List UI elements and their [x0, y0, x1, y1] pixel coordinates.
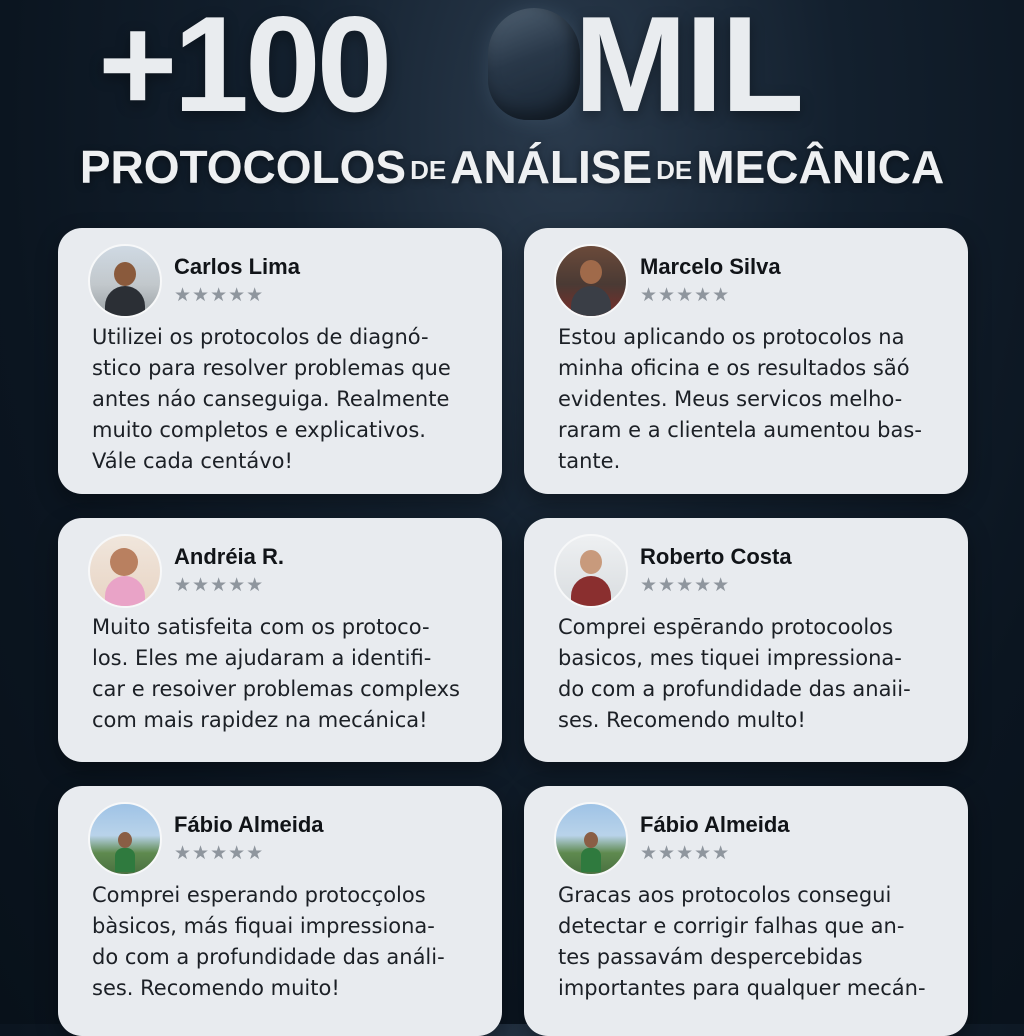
review-card	[524, 786, 968, 1036]
reviewer-name: Fábio Almeida	[640, 812, 790, 837]
review-text: Gracas aos protocolos consegui detectar e corrigir falhas que an- tes passavám despercebidas importantes para qualquer mecán-	[558, 883, 926, 1000]
avatar	[88, 534, 162, 608]
review-card	[58, 786, 502, 1036]
star-rating-icon: ★★★★★	[174, 284, 265, 306]
subtitle-word-mecanica: MECÂNICA	[696, 141, 945, 193]
hero-header	[0, 0, 1024, 200]
star-rating-icon: ★★★★★	[640, 284, 731, 306]
headline-number	[0, 0, 1024, 140]
reviewer-name: Andréia R.	[174, 544, 285, 569]
review-text: Estou aplicando os protocolos na minha oficina e os resultados sãó evidentes. Meus servicos melho- raram e a clientela aumentou bas- tante.	[558, 325, 922, 473]
review-text: Muito satisfeita com os protoco- los. Eles me ajudaram a identifi- car e resoiver problemas complexs com mais rapidez na mecánica!	[92, 615, 461, 732]
subtitle-word-analise: ANÁLISE	[450, 141, 653, 193]
subtitle-word-protocolos: PROTOCOLOS	[79, 141, 407, 193]
review-text: Utilizei os protocolos de diagnó- stico para resolver problemas que antes náo canseguiga. Realmente muito completos e explicativos. Vále cada centávo!	[92, 325, 451, 473]
subtitle-de: DE	[656, 155, 693, 185]
review-text: Comprei espērando protocoolos basicos, mes tiquei impressiona- do com a profundidade das anaii- ses. Recomendo multo!	[558, 615, 911, 732]
review-card	[524, 518, 968, 762]
avatar	[554, 802, 628, 876]
review-card	[524, 228, 968, 494]
avatar	[88, 802, 162, 876]
reviewer-name: Marcelo Silva	[640, 254, 781, 279]
star-rating-icon: ★★★★★	[174, 842, 265, 864]
avatar	[88, 244, 162, 318]
reviewer-name: Roberto Costa	[640, 544, 792, 569]
star-rating-icon: ★★★★★	[640, 842, 731, 864]
reviewer-name: Fábio Almeida	[174, 812, 324, 837]
headline-subtitle	[0, 140, 1024, 194]
subtitle-de: DE	[410, 155, 447, 185]
star-rating-icon: ★★★★★	[174, 574, 265, 596]
review-card	[58, 228, 502, 494]
headline-mil: MIL	[574, 0, 803, 140]
review-card	[58, 518, 502, 762]
reviewer-name: Carlos Lima	[174, 254, 300, 279]
avatar	[554, 244, 628, 318]
star-rating-icon: ★★★★★	[640, 574, 731, 596]
avatar	[554, 534, 628, 608]
review-text: Comprei esperando protocçolos bàsicos, más fiquai impressiona- do com a profundidade das análi- ses. Recomendo muito!	[92, 883, 445, 1000]
headline-plus-100: +100	[98, 0, 389, 140]
chrome-zero-graphic	[488, 8, 580, 120]
